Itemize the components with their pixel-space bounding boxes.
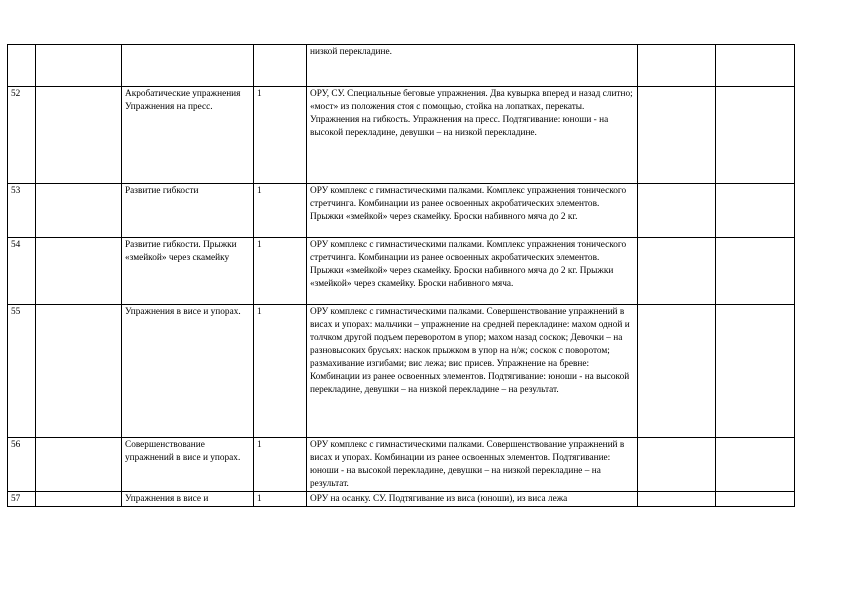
empty-cell: [716, 238, 795, 305]
lesson-content-cell: ОРУ комплекс с гимнастическими палками. Комплекс упражнения тонического стретчинга. Комбинации из ранее освоенных акробатических элементов. Прыжки «змейкой» через скамейку. Броски набивного мяча до 2 кг.: [307, 184, 638, 238]
lesson-number-cell: 55: [8, 305, 36, 438]
table-row: [8, 45, 795, 87]
lesson-content-cell: ОРУ на осанку. СУ. Подтягивание из виса (юноши), из виса лежа: [307, 492, 638, 507]
hours-cell: 1: [254, 492, 307, 507]
hours-cell: [254, 45, 307, 87]
empty-cell: [716, 438, 795, 492]
lesson-content-cell: ОРУ, СУ. Специальные беговые упражнения. Два кувырка вперед и назад слитно; «мост» из положения стоя с помощью, стойка на лопатках, перекаты. Упражнения на гибкость. Упражнения на пресс. Подтягивание: юноши - на высокой перекладине, девушки – на низкой перекладине.: [307, 87, 638, 184]
empty-cell: [638, 45, 716, 87]
lesson-topic-cell: Развитие гибкости: [122, 184, 254, 238]
empty-cell: [36, 438, 122, 492]
empty-cell: [638, 438, 716, 492]
table-row: [8, 184, 795, 238]
empty-cell: [36, 305, 122, 438]
lesson-content-cell: ОРУ комплекс с гимнастическими палками. Комплекс упражнения тонического стретчинга. Комбинации из ранее освоенных акробатических элементов. Прыжки «змейкой» через скамейку. Броски набивного мяча до 2 кг. Прыжки «змейкой» через скамейку. Броски набивного мяча.: [307, 238, 638, 305]
empty-cell: [36, 87, 122, 184]
table-row: [8, 438, 795, 492]
lesson-number-cell: 52: [8, 87, 36, 184]
hours-cell: 1: [254, 87, 307, 184]
hours-cell: 1: [254, 305, 307, 438]
table-row: [8, 87, 795, 184]
lesson-topic-cell: Упражнения в висе и: [122, 492, 254, 507]
lesson-topic-cell: Акробатические упражнения Упражнения на пресс.: [122, 87, 254, 184]
lesson-content-cell: низкой перекладине.: [307, 45, 638, 87]
hours-cell: 1: [254, 438, 307, 492]
empty-cell: [36, 184, 122, 238]
empty-cell: [716, 492, 795, 507]
empty-cell: [716, 87, 795, 184]
empty-cell: [638, 87, 716, 184]
lesson-number-cell: 57: [8, 492, 36, 507]
lesson-topic-cell: Развитие гибкости. Прыжки «змейкой» через скамейку: [122, 238, 254, 305]
empty-cell: [638, 305, 716, 438]
table-row: [8, 492, 795, 507]
empty-cell: [716, 45, 795, 87]
lesson-topic-cell: [122, 45, 254, 87]
empty-cell: [36, 238, 122, 305]
hours-cell: 1: [254, 238, 307, 305]
lesson-content-cell: ОРУ комплекс с гимнастическими палками. Совершенствование упражнений в висах и упорах: мальчики – упражнение на средней перекладине: махом одной и толчком другой подъем переворотом в упор; махом назад соскок; Девочки – на разновысоких брусьях: наскок прыжком в упор на н/ж; соскок с поворотом; размахивание изгибами; вис лежа; вис присев. Упражнение на бревне: Комбинации из ранее освоенных элементов. Подтягивание: юноши - на высокой перекладине, девушки – на низкой перекладине – на результат.: [307, 305, 638, 438]
lesson-number-cell: [8, 45, 36, 87]
empty-cell: [36, 492, 122, 507]
empty-cell: [638, 238, 716, 305]
lesson-number-cell: 53: [8, 184, 36, 238]
empty-cell: [716, 305, 795, 438]
empty-cell: [36, 45, 122, 87]
lesson-topic-cell: Совершенствование упражнений в висе и упорах.: [122, 438, 254, 492]
lesson-number-cell: 56: [8, 438, 36, 492]
lesson-number-cell: 54: [8, 238, 36, 305]
empty-cell: [638, 184, 716, 238]
table-row: [8, 238, 795, 305]
table-row: [8, 305, 795, 438]
hours-cell: 1: [254, 184, 307, 238]
empty-cell: [716, 184, 795, 238]
lesson-topic-cell: Упражнения в висе и упорах.: [122, 305, 254, 438]
lesson-content-cell: ОРУ комплекс с гимнастическими палками. Совершенствование упражнений в висах и упорах. Комбинации из ранее освоенных элементов. Подтягивание: юноши - на высокой перекладине, девушки – на низкой перекладине – на результат.: [307, 438, 638, 492]
lesson-plan-table: [7, 44, 795, 507]
empty-cell: [638, 492, 716, 507]
